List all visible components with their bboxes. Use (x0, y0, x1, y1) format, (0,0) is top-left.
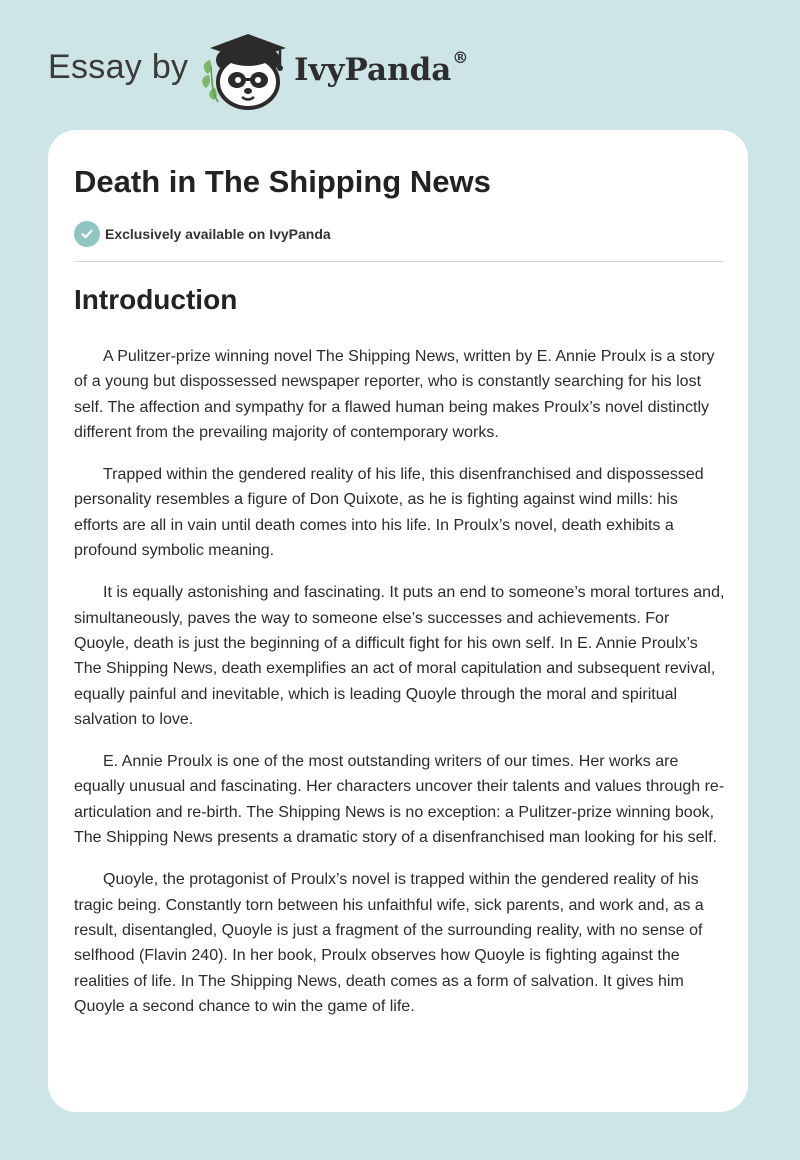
section-heading-introduction: Introduction (74, 284, 238, 315)
article-title: Death in The Shipping News (74, 164, 491, 199)
brand-prefix: Essay by (48, 48, 189, 86)
exclusive-badge (74, 221, 331, 247)
paragraph: E. Annie Proulx is one of the most outstanding writers of our times. Her works are equally unusual and fascinating. Her characters uncover their talents and values through re-articulation and re-birth. The Shipping News is no exception: a Pulitzer-prize winning book, The Shipping News presents a dramatic story of a disenfranchised man looking for his self. (74, 753, 725, 847)
paragraph: A Pulitzer-prize winning novel The Shipping News, written by E. Annie Proulx is a story of a young but dispossessed newspaper reporter, who is constantly searching for his lost self. The affection and sympathy for a flawed human being makes Proulx’s novel distinctly different from the prevailing majority of contemporary works. (74, 348, 715, 441)
article-card (48, 130, 748, 1112)
panda-graduate-icon (200, 30, 292, 110)
paragraph: Quoyle, the protagonist of Proulx’s novel is trapped within the gendered reality of his tragic being. Constantly torn between his unfaithful wife, sick parents, and work and, as a result, disentangled, Quoyle is just a fragment of the surrounding reality, with no sense of selfhood (Flavin 240). In her book, Proulx observes how Quoyle is fighting against the realities of life. In The Shipping News, death comes as a form of salvation. It gives him Quoyle a second chance to win the game of life. (74, 871, 704, 1015)
brand-header (48, 30, 508, 110)
title-divider (74, 261, 723, 262)
paragraph: It is equally astonishing and fascinating. It puts an end to someone’s moral tortures and, simultaneously, paves the way to someone else’s successes and achievements. For Quoyle, death is just the beginning of a difficult fight for his own self. In E. Annie Proulx’s The Shipping News, death exemplifies an act of moral capitulation and subsequent revival, equally painful and inevitable, which is leading Quoyle through the moral and spiritual salvation to love. (74, 584, 725, 728)
exclusive-badge-text: Exclusively available on IvyPanda (105, 226, 331, 242)
brand-name: IvyPanda® (294, 48, 469, 88)
registered-mark: ® (452, 48, 469, 67)
article-body (74, 344, 726, 1036)
check-circle-icon (74, 221, 100, 247)
paragraph: Trapped within the gendered reality of his life, this disenfranchised and dispossessed personality resembles a figure of Don Quixote, as he is fighting against wind mills: his efforts are all in vain until death comes into his life. In Proulx’s novel, death exhibits a profound symbolic meaning. (74, 466, 704, 560)
